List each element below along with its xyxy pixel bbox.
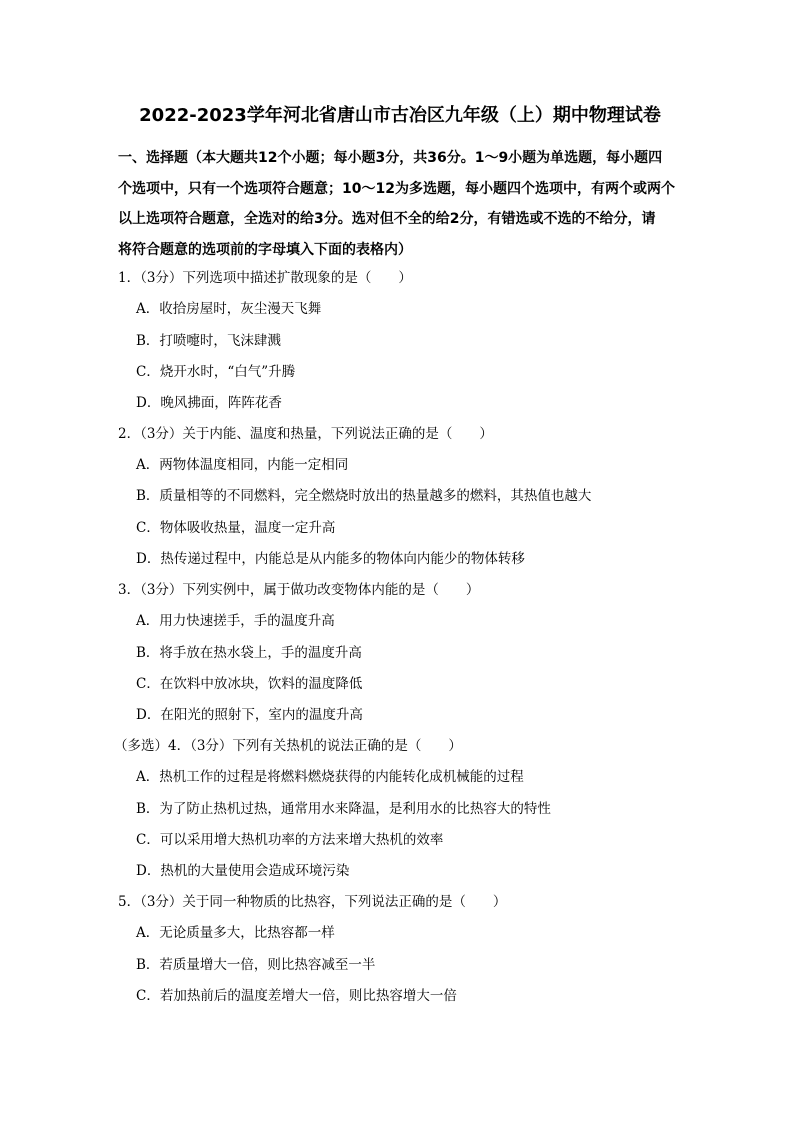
question-3-option-d: D．在阳光的照射下，室内的温度升高 (136, 707, 363, 723)
instruction-line: 个选项中，只有一个选项符合题意；10～12为多选题，每小题四个选项中，有两个或两个 (118, 180, 675, 197)
question-4-option-a: A．热机工作的过程是将燃料燃烧获得的内能转化成机械能的过程 (136, 769, 524, 785)
question-2-option-d: D．热传递过程中，内能总是从内能多的物体向内能少的物体转移 (136, 551, 525, 567)
question-3-option-b: B．将手放在热水袋上，手的温度升高 (136, 645, 362, 661)
question-1-option-d: D．晚风拂面，阵阵花香 (136, 395, 282, 411)
question-5-stem: 5．（3分）关于同一种物质的比热容，下列说法正确的是（ ） (118, 894, 507, 910)
instruction-line: 以上选项符合题意，全选对的给3分。选对但不全的给2分，有错选或不选的不给分，请 (118, 211, 656, 227)
question-5-option-c: C．若加热前后的温度差增大一倍，则比热容增大一倍 (136, 988, 457, 1004)
question-3-stem: 3．（3分）下列实例中，属于做功改变物体内能的是（ ） (118, 582, 480, 598)
question-2-option-a: A．两物体温度相同，内能一定相同 (136, 457, 349, 473)
exam-title: 2022-2023学年河北省唐山市古冶区九年级（上）期中物理试卷 (139, 105, 661, 126)
question-4-stem: （多选）4．（3分）下列有关热机的说法正确的是（ ） (114, 738, 462, 754)
question-2-stem: 2．（3分）关于内能、温度和热量，下列说法正确的是（ ） (118, 426, 493, 442)
question-2-option-c: C．物体吸收热量，温度一定升高 (136, 520, 336, 536)
instruction-line: 一、选择题（本大题共12个小题；每小题3分，共36分。1～9小题为单选题，每小题四 (118, 150, 663, 166)
instruction-line: 将符合题意的选项前的字母填入下面的表格内） (118, 241, 412, 258)
question-3-option-a: A．用力快速搓手，手的温度升高 (136, 613, 335, 629)
question-1-stem: 1．（3分）下列选项中描述扩散现象的是（ ） (118, 270, 412, 286)
question-2-option-b: B．质量相等的不同燃料，完全燃烧时放出的热量越多的燃料，其热值也越大 (136, 488, 592, 504)
question-1-option-c: C．烧开水时，“白气”升腾 (136, 364, 296, 380)
question-1-option-a: A．收拾房屋时，灰尘漫天飞舞 (136, 301, 322, 317)
question-3-option-c: C．在饮料中放冰块，饮料的温度降低 (136, 676, 363, 692)
question-4-option-c: C．可以采用增大热机功率的方法来增大热机的效率 (136, 832, 444, 848)
question-4-option-b: B．为了防止热机过热，通常用水来降温，是利用水的比热容大的特性 (136, 801, 551, 817)
question-1-option-b: B．打喷嚏时，飞沫肆溅 (136, 333, 281, 349)
question-5-option-a: A．无论质量多大，比热容都一样 (136, 925, 335, 941)
section-instructions (118, 143, 686, 265)
question-5-option-b: B．若质量增大一倍，则比热容减至一半 (136, 957, 376, 973)
question-4-option-d: D．热机的大量使用会造成环境污染 (136, 863, 350, 879)
